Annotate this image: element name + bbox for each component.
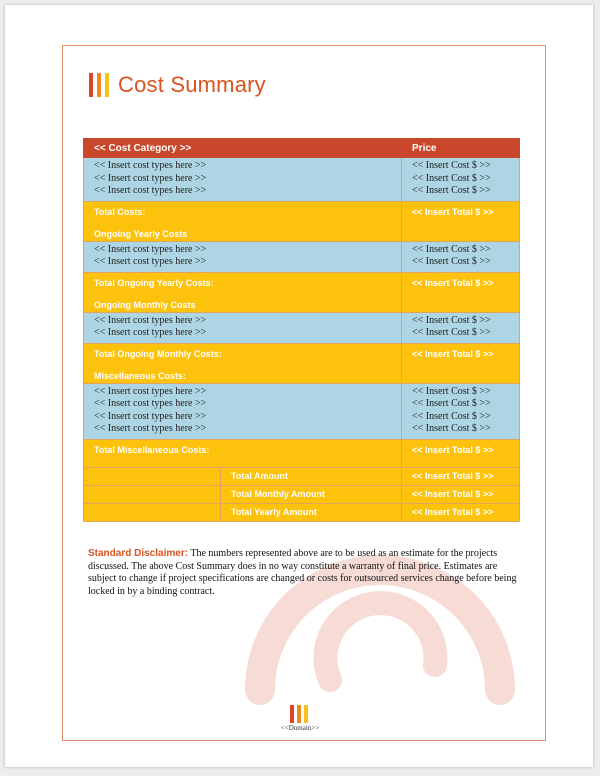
cost-items-row — [84, 383, 520, 439]
cost-item-label: << Insert cost types here >> — [94, 423, 207, 434]
section-total-value: << Insert Total $ >> — [402, 272, 520, 312]
section-total-value: << Insert Total $ >> — [402, 201, 520, 241]
grand-total-value: << Insert Total $ >> — [402, 467, 520, 485]
cost-prices-cell — [402, 383, 520, 439]
cost-items-cell — [84, 312, 402, 343]
price-header: Price — [402, 139, 520, 158]
cost-item-price: << Insert Cost $ >> — [412, 256, 491, 267]
table-header-row — [84, 139, 520, 158]
grand-total-row — [84, 467, 520, 485]
grand-total-value: << Insert Total $ >> — [402, 503, 520, 521]
table-totals — [84, 467, 520, 521]
disclaimer — [88, 548, 518, 598]
section-total-cell — [84, 201, 402, 241]
section-total-value: << Insert Total $ >> — [402, 343, 520, 383]
cost-item-label: << Insert cost types here >> — [94, 160, 207, 171]
cost-item-price: << Insert Cost $ >> — [412, 172, 491, 184]
grand-total-value: << Insert Total $ >> — [402, 485, 520, 503]
cost-prices-cell — [402, 312, 520, 343]
grand-total-label: Total Yearly Amount — [221, 503, 402, 521]
section-total-row — [84, 439, 520, 467]
cost-item-price: << Insert Cost $ >> — [412, 410, 491, 422]
grand-total-row — [84, 485, 520, 503]
section-total-label: Total Ongoing Yearly Costs: — [94, 277, 214, 288]
disclaimer-label: Standard Disclaimer: — [88, 548, 189, 559]
cost-items-row — [84, 312, 520, 343]
cost-item-label: << Insert cost types here >> — [94, 314, 207, 326]
cost-items-cell — [84, 158, 402, 202]
three-bars-logo-icon — [288, 705, 312, 723]
section-total-row — [84, 272, 520, 312]
section-total-cell — [84, 439, 402, 467]
section-heading: Ongoing Yearly Costs — [94, 228, 188, 239]
cost-item-label: << Insert cost types here >> — [94, 185, 207, 196]
grand-total-row — [84, 503, 520, 521]
cost-item-label: << Insert cost types here >> — [94, 410, 207, 422]
section-total-label: Total Ongoing Monthly Costs: — [94, 348, 222, 359]
cost-items-cell — [84, 241, 402, 272]
cost-item-price: << Insert Cost $ >> — [412, 385, 491, 397]
page-title: Cost Summary — [118, 72, 266, 97]
grand-total-label: Total Amount — [221, 467, 402, 485]
cost-item-price: << Insert Cost $ >> — [412, 243, 491, 255]
disclaimer-text: The numbers represented above are to be used as an estimate for the projects discussed. The above Cost Summary does in no way constitute a warranty of final price. Estimates are subject to change if project specifications are changed or costs for outsourced services change before being locked in by a binding contract. — [88, 548, 517, 597]
cost-summary-table — [83, 138, 520, 522]
section-total-cell — [84, 343, 402, 383]
cost-item-price: << Insert Cost $ >> — [412, 423, 491, 434]
section-total-row — [84, 343, 520, 383]
cost-item-price: << Insert Cost $ >> — [412, 160, 491, 171]
cost-item-label: << Insert cost types here >> — [94, 243, 207, 255]
cost-item-price: << Insert Cost $ >> — [412, 185, 491, 196]
cost-items-cell — [84, 383, 402, 439]
grand-total-spacer — [84, 503, 221, 521]
cost-item-label: << Insert cost types here >> — [94, 172, 207, 184]
cost-items-row — [84, 158, 520, 202]
section-total-label: Total Costs: — [94, 206, 146, 217]
table-sections — [84, 158, 520, 468]
cost-item-price: << Insert Cost $ >> — [412, 314, 491, 326]
grand-total-spacer — [84, 485, 221, 503]
section-total-row — [84, 201, 520, 241]
cost-item-label: << Insert cost types here >> — [94, 327, 207, 338]
section-heading: Ongoing Monthly Costs — [94, 299, 196, 310]
cost-item-label: << Insert cost types here >> — [94, 398, 207, 409]
cost-prices-cell — [402, 158, 520, 202]
grand-total-label: Total Monthly Amount — [221, 485, 402, 503]
cost-category-header: << Cost Category >> — [84, 139, 402, 158]
three-bars-logo-icon — [88, 72, 116, 98]
grand-total-spacer — [84, 467, 221, 485]
section-heading: Miscellaneous Costs: — [94, 370, 187, 381]
cost-item-label: << Insert cost types here >> — [94, 385, 207, 397]
section-total-cell — [84, 272, 402, 312]
footer-domain: <<Domain>> — [280, 724, 320, 732]
cost-items-row — [84, 241, 520, 272]
section-total-label: Total Miscellaneous Costs: — [94, 444, 210, 455]
cost-item-label: << Insert cost types here >> — [94, 256, 207, 267]
cost-prices-cell — [402, 241, 520, 272]
cost-item-price: << Insert Cost $ >> — [412, 398, 491, 409]
cost-item-price: << Insert Cost $ >> — [412, 327, 491, 338]
section-total-value: << Insert Total $ >> — [402, 439, 520, 467]
